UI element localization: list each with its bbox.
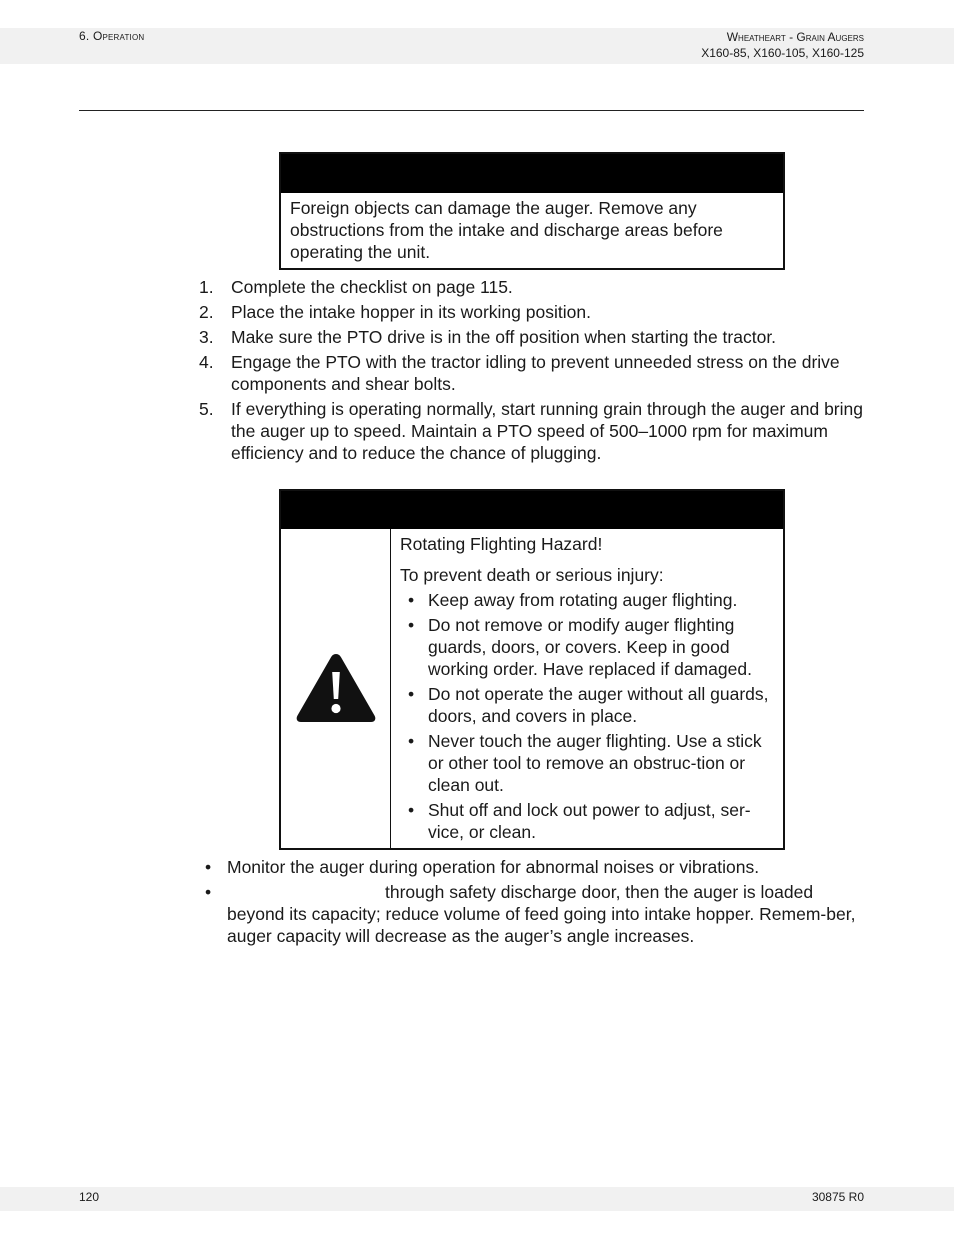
step-number: 5. bbox=[199, 399, 214, 419]
footer-band bbox=[0, 1187, 954, 1211]
warning-lead: To prevent death or serious injury: bbox=[400, 565, 664, 585]
step-text: Make sure the PTO drive is in the off position when starting the tractor. bbox=[231, 327, 777, 347]
step-item bbox=[199, 398, 869, 464]
warning-item-text: Do not remove or modify auger flighting guards, doors, or covers. Keep in good working order. Have replaced if damaged. bbox=[428, 615, 752, 679]
warning-item bbox=[400, 799, 780, 843]
note-item bbox=[203, 856, 873, 878]
step-number: 3. bbox=[199, 327, 214, 347]
document-title bbox=[701, 29, 864, 61]
step-number: 2. bbox=[199, 302, 214, 322]
notice-header-bar bbox=[281, 154, 783, 193]
bullet-marker: • bbox=[408, 684, 415, 704]
operation-steps bbox=[199, 276, 869, 467]
warning-text bbox=[400, 533, 780, 846]
warning-item bbox=[400, 683, 780, 727]
step-item bbox=[199, 326, 869, 348]
bullet-marker: • bbox=[408, 800, 415, 820]
step-number: 4. bbox=[199, 352, 214, 372]
warning-header-bar bbox=[281, 491, 783, 529]
bullet-marker: • bbox=[408, 615, 415, 635]
model-list: X160-85, X160-105, X160-125 bbox=[701, 46, 864, 60]
page-number: 120 bbox=[79, 1190, 100, 1204]
step-item bbox=[199, 276, 869, 298]
step-text: Engage the PTO with the tractor idling to prevent unneeded stress on the drive components and shear bolts. bbox=[231, 352, 840, 394]
step-item bbox=[199, 351, 869, 395]
notice-box bbox=[279, 152, 785, 270]
warning-triangle-icon bbox=[295, 652, 377, 724]
warning-item bbox=[400, 730, 780, 796]
notice-text: Foreign objects can damage the auger. Remove any obstructions from the intake and discharge areas before operating the unit. bbox=[290, 198, 723, 262]
warning-body bbox=[281, 529, 783, 848]
section-title: 6. Operation bbox=[79, 29, 145, 43]
warning-item bbox=[400, 614, 780, 680]
warning-box bbox=[279, 489, 785, 850]
warning-item-text: Shut off and lock out power to adjust, ser-vice, or clean. bbox=[428, 800, 751, 842]
step-text: If everything is operating normally, start running grain through the auger and bring the auger up to speed. Maintain a PTO speed of 500–1000 rpm for maximum efficiency and to reduce the chance of plugging. bbox=[231, 399, 863, 463]
warning-item-text: Do not operate the auger without all guards, doors, and covers in place. bbox=[428, 684, 769, 726]
product-title: Wheatheart - Grain Augers bbox=[726, 30, 864, 44]
warning-item-text: Keep away from rotating auger flighting. bbox=[428, 590, 738, 610]
document-id: 30875 R0 bbox=[811, 1190, 864, 1204]
note-text: through safety discharge door, then the auger is loaded beyond its capacity; reduce volume of feed going into intake hopper. Remem-ber, auger capacity will decrease as the auger’s angle increases. bbox=[227, 882, 856, 946]
warning-item bbox=[400, 589, 780, 611]
header-rule bbox=[79, 110, 864, 111]
note-text: Monitor the auger during operation for abnormal noises or vibrations. bbox=[227, 857, 760, 877]
warning-icon-cell bbox=[281, 529, 391, 848]
bullet-marker: • bbox=[205, 882, 212, 902]
hazard-title: Rotating Flighting Hazard! bbox=[400, 534, 603, 554]
step-number: 1. bbox=[199, 277, 214, 297]
step-item bbox=[199, 301, 869, 323]
operation-notes bbox=[203, 856, 873, 950]
bullet-marker: • bbox=[205, 857, 212, 877]
warning-list bbox=[400, 589, 780, 843]
bullet-marker: • bbox=[408, 731, 415, 751]
bullet-marker: • bbox=[408, 590, 415, 610]
note-item bbox=[203, 881, 873, 947]
warning-item-text: Never touch the auger flighting. Use a stick or other tool to remove an obstruc-tion or clean out. bbox=[428, 731, 762, 795]
step-text: Place the intake hopper in its working position. bbox=[231, 302, 591, 322]
step-text: Complete the checklist on page 115. bbox=[231, 277, 513, 297]
